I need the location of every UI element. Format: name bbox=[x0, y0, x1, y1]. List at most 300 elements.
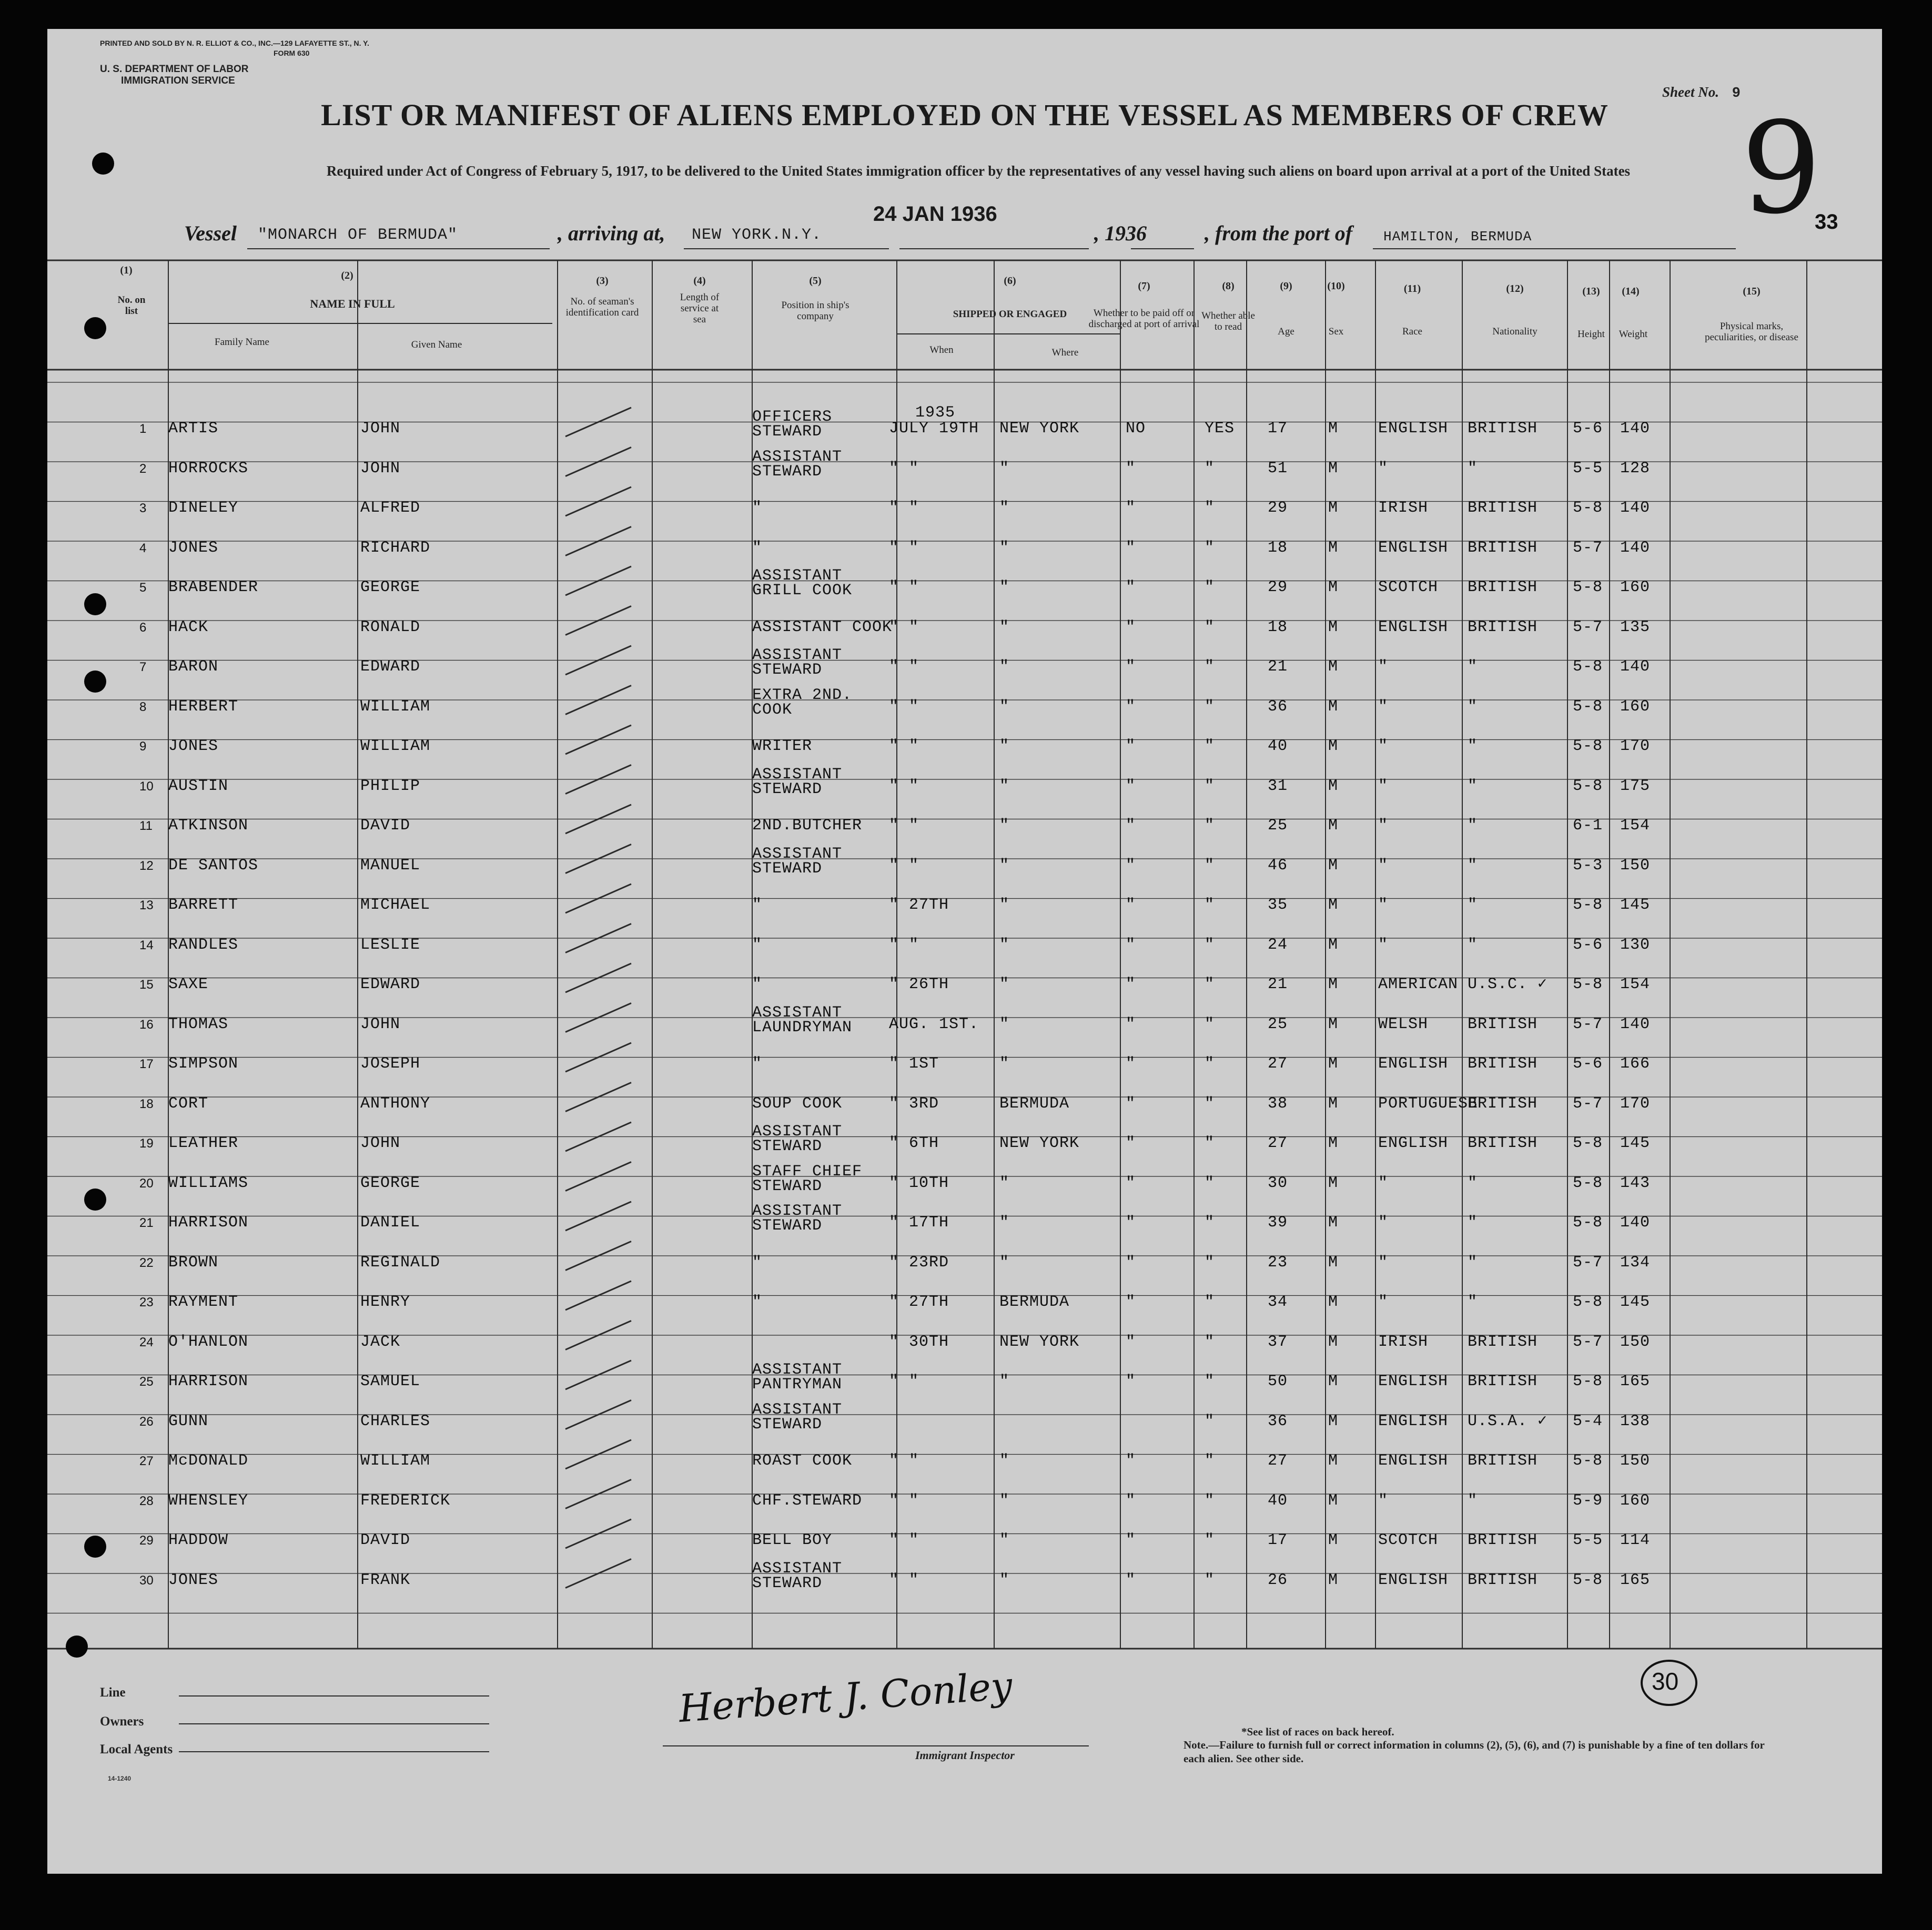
race: ENGLISH bbox=[1378, 1134, 1449, 1152]
shipped-when: " 27TH bbox=[889, 896, 949, 914]
given-name: WILLIAM bbox=[360, 737, 431, 755]
header-age: Age bbox=[1278, 326, 1294, 337]
department-header bbox=[100, 64, 249, 87]
weight: 128 bbox=[1620, 459, 1651, 478]
position-line2: STEWARD bbox=[752, 1574, 823, 1592]
weight: 145 bbox=[1620, 1134, 1651, 1152]
race: " bbox=[1378, 817, 1389, 835]
row-number: 22 bbox=[139, 1255, 154, 1270]
height: 5-4 bbox=[1573, 1412, 1603, 1430]
family-name: WILLIAMS bbox=[168, 1174, 249, 1192]
able-to-read: " bbox=[1205, 1293, 1215, 1311]
col-num-8: (8) bbox=[1222, 280, 1235, 292]
shipped-when: AUG. 1ST. bbox=[889, 1015, 979, 1033]
height: 5-6 bbox=[1573, 420, 1603, 438]
given-name: FRANK bbox=[360, 1571, 411, 1589]
row-number: 14 bbox=[139, 938, 154, 952]
given-name: ALFRED bbox=[360, 499, 421, 517]
nationality: BRITISH bbox=[1468, 1094, 1538, 1113]
sex: M bbox=[1328, 936, 1339, 954]
age: 40 bbox=[1268, 1491, 1288, 1510]
family-name: LEATHER bbox=[168, 1134, 239, 1152]
weight: 160 bbox=[1620, 1491, 1651, 1510]
nationality: BRITISH bbox=[1468, 618, 1538, 636]
printer-line: PRINTED AND SOLD BY N. R. ELLIOT & CO., INC.—129 LAFAYETTE ST., N. Y. bbox=[100, 39, 369, 47]
height: 5-8 bbox=[1573, 1174, 1603, 1192]
weight: 145 bbox=[1620, 896, 1651, 914]
row-number: 11 bbox=[139, 819, 153, 833]
height: 5-8 bbox=[1573, 896, 1603, 914]
nationality: BRITISH bbox=[1468, 420, 1538, 438]
race: " bbox=[1378, 1253, 1389, 1272]
year-label: , 1936 bbox=[1094, 221, 1147, 245]
weight: 135 bbox=[1620, 618, 1651, 636]
sex: M bbox=[1328, 976, 1339, 993]
age: 17 bbox=[1268, 420, 1288, 438]
position-line2: STEWARD bbox=[752, 1177, 823, 1195]
race: " bbox=[1378, 459, 1389, 478]
inspector-signature: Herbert J. Conley bbox=[677, 1663, 1014, 1731]
row-number: 5 bbox=[139, 581, 147, 595]
nationality: " bbox=[1468, 1214, 1478, 1232]
weight: 150 bbox=[1620, 1452, 1651, 1470]
age: 40 bbox=[1268, 737, 1288, 755]
header-physical-marks: Physical marks, peculiarities, or disease bbox=[1705, 321, 1798, 343]
paid-off: " bbox=[1126, 856, 1136, 875]
shipped-where: " bbox=[999, 976, 1010, 993]
sex: M bbox=[1328, 499, 1339, 517]
row-number: 19 bbox=[139, 1136, 154, 1151]
row-number: 25 bbox=[139, 1375, 154, 1389]
paid-off: NO bbox=[1126, 420, 1146, 438]
position-line2: ROAST COOK bbox=[752, 1452, 853, 1470]
age: 36 bbox=[1268, 697, 1288, 716]
nationality: BRITISH bbox=[1468, 578, 1538, 596]
nationality: " bbox=[1468, 1293, 1478, 1311]
given-name: JOSEPH bbox=[360, 1055, 421, 1073]
col-num-1: (1) bbox=[120, 265, 133, 276]
height: 5-8 bbox=[1573, 976, 1603, 993]
able-to-read: " bbox=[1205, 1452, 1215, 1470]
family-name: HARRISON bbox=[168, 1214, 249, 1232]
row-number: 7 bbox=[139, 660, 147, 674]
sex: M bbox=[1328, 1253, 1339, 1272]
family-name: RAYMENT bbox=[168, 1293, 239, 1311]
age: 30 bbox=[1268, 1174, 1288, 1192]
height: 5-8 bbox=[1573, 1214, 1603, 1232]
able-to-read: " bbox=[1205, 1373, 1215, 1390]
shipped-where: NEW YORK bbox=[999, 420, 1080, 438]
col-num-12: (12) bbox=[1506, 283, 1524, 294]
nationality: BRITISH bbox=[1468, 1333, 1538, 1351]
sex: M bbox=[1328, 1571, 1339, 1589]
nationality: BRITISH bbox=[1468, 1373, 1538, 1390]
paid-off: " bbox=[1126, 658, 1136, 676]
nationality: BRITISH bbox=[1468, 1531, 1538, 1549]
race: IRISH bbox=[1378, 1333, 1429, 1351]
header-race: Race bbox=[1402, 326, 1422, 337]
shipped-when: " " bbox=[889, 1571, 919, 1589]
weight: 166 bbox=[1620, 1055, 1651, 1073]
shipped-when: " " bbox=[889, 1452, 919, 1470]
height: 5-8 bbox=[1573, 499, 1603, 517]
department-name: U. S. DEPARTMENT OF LABOR bbox=[100, 64, 249, 75]
header-where: Where bbox=[1051, 347, 1079, 358]
paid-off: " bbox=[1126, 618, 1136, 636]
from-port-label: , from the port of bbox=[1205, 221, 1353, 245]
arriving-label: , arriving at, bbox=[558, 221, 665, 245]
nationality: " bbox=[1468, 1174, 1478, 1192]
age: 39 bbox=[1268, 1214, 1288, 1232]
weight: 154 bbox=[1620, 976, 1651, 993]
col-num-3: (3) bbox=[596, 275, 609, 287]
shipped-where: " bbox=[999, 1174, 1010, 1192]
shipped-where: " bbox=[999, 1491, 1010, 1510]
paid-off: " bbox=[1126, 1015, 1136, 1033]
position-line1: ASSISTANT bbox=[752, 845, 843, 863]
weight: 150 bbox=[1620, 856, 1651, 875]
able-to-read: " bbox=[1205, 499, 1215, 517]
sex: M bbox=[1328, 1531, 1339, 1549]
header-given-name: Given Name bbox=[411, 339, 462, 350]
nationality: BRITISH bbox=[1468, 1452, 1538, 1470]
race: ENGLISH bbox=[1378, 1373, 1449, 1390]
corner-number: 33 bbox=[1815, 210, 1838, 233]
nationality: BRITISH bbox=[1468, 1055, 1538, 1073]
shipped-where: " bbox=[999, 777, 1010, 795]
arriving-port: NEW YORK.N.Y. bbox=[692, 226, 822, 244]
race: " bbox=[1378, 856, 1389, 875]
col-num-2: (2) bbox=[341, 270, 353, 281]
sex: M bbox=[1328, 1015, 1339, 1033]
row-number: 13 bbox=[139, 898, 154, 912]
family-name: AUSTIN bbox=[168, 777, 229, 795]
shipped-when: " " bbox=[889, 856, 919, 875]
position-line1: OFFICERS bbox=[752, 408, 833, 426]
given-name: DAVID bbox=[360, 817, 411, 835]
sex: M bbox=[1328, 1412, 1339, 1430]
height: 5-7 bbox=[1573, 618, 1603, 636]
height: 5-8 bbox=[1573, 578, 1603, 596]
position-line2: STEWARD bbox=[752, 780, 823, 798]
header-height: Height bbox=[1577, 329, 1605, 340]
position-line2: ASSISTANT COOK bbox=[752, 618, 893, 636]
race: SCOTCH bbox=[1378, 578, 1439, 596]
family-name: HERBERT bbox=[168, 697, 239, 716]
height: 5-7 bbox=[1573, 539, 1603, 557]
sex: M bbox=[1328, 539, 1339, 557]
header-no-on-list: No. on list bbox=[117, 294, 146, 317]
race: " bbox=[1378, 1214, 1389, 1232]
races-note: *See list of races on back hereof. bbox=[1241, 1725, 1394, 1738]
age: 27 bbox=[1268, 1134, 1288, 1152]
weight: 114 bbox=[1620, 1531, 1651, 1549]
position-line1: ASSISTANT bbox=[752, 1003, 843, 1022]
nationality: " bbox=[1468, 1491, 1478, 1510]
family-name: WHENSLEY bbox=[168, 1491, 249, 1510]
sex: M bbox=[1328, 578, 1339, 596]
able-to-read: " bbox=[1205, 539, 1215, 557]
local-agents-label: Local Agents bbox=[100, 1742, 173, 1756]
weight: 165 bbox=[1620, 1373, 1651, 1390]
given-name: LESLIE bbox=[360, 936, 421, 954]
height: 5-8 bbox=[1573, 1293, 1603, 1311]
race: " bbox=[1378, 936, 1389, 954]
weight: 140 bbox=[1620, 420, 1651, 438]
row-number: 3 bbox=[139, 501, 147, 515]
race: ENGLISH bbox=[1378, 1412, 1449, 1430]
shipped-where: " bbox=[999, 499, 1010, 517]
punch-hole bbox=[84, 593, 106, 615]
family-name: DE SANTOS bbox=[168, 856, 259, 875]
shipped-where: " bbox=[999, 936, 1010, 954]
punch-hole bbox=[84, 671, 106, 693]
height: 5-6 bbox=[1573, 936, 1603, 954]
shipped-when: " 6TH bbox=[889, 1134, 939, 1152]
able-to-read: " bbox=[1205, 697, 1215, 716]
paid-off: " bbox=[1126, 697, 1136, 716]
family-name: DINELEY bbox=[168, 499, 239, 517]
height: 5-7 bbox=[1573, 1094, 1603, 1113]
sex: M bbox=[1328, 459, 1339, 478]
race: " bbox=[1378, 777, 1389, 795]
sex: M bbox=[1328, 1214, 1339, 1232]
able-to-read: " bbox=[1205, 737, 1215, 755]
row-number: 24 bbox=[139, 1335, 154, 1349]
shipped-when: " " bbox=[889, 1491, 919, 1510]
shipped-where: NEW YORK bbox=[999, 1134, 1080, 1152]
page-subtitle: Required under Act of Congress of February 5, 1917, to be delivered to the United States immigration officer by the representatives of any vessel having such aliens on board upon arrival at a port of the United States bbox=[326, 163, 1631, 179]
given-name: JOHN bbox=[360, 420, 401, 438]
from-port: HAMILTON, BERMUDA bbox=[1383, 229, 1532, 245]
header-family-name: Family Name bbox=[215, 337, 269, 348]
weight: 170 bbox=[1620, 1094, 1651, 1113]
nationality: BRITISH bbox=[1468, 1015, 1538, 1033]
shipped-when: " 3RD bbox=[889, 1094, 939, 1113]
height: 5-8 bbox=[1573, 1134, 1603, 1152]
family-name: JONES bbox=[168, 737, 219, 755]
position-line2: STEWARD bbox=[752, 1415, 823, 1434]
nationality: " bbox=[1468, 817, 1478, 835]
able-to-read: " bbox=[1205, 1571, 1215, 1589]
row-number: 8 bbox=[139, 699, 147, 714]
given-name: FREDERICK bbox=[360, 1491, 451, 1510]
shipped-where: " bbox=[999, 459, 1010, 478]
line-label: Line bbox=[100, 1685, 126, 1700]
shipped-when: " " bbox=[889, 1531, 919, 1549]
paid-off: " bbox=[1126, 1134, 1136, 1152]
paid-off: " bbox=[1126, 936, 1136, 954]
height: 5-8 bbox=[1573, 777, 1603, 795]
family-name: ARTIS bbox=[168, 420, 219, 438]
row-number: 18 bbox=[139, 1096, 154, 1111]
race: " bbox=[1378, 1174, 1389, 1192]
given-name: EDWARD bbox=[360, 658, 421, 676]
given-name: JACK bbox=[360, 1333, 401, 1351]
race: ENGLISH bbox=[1378, 1452, 1449, 1470]
race: IRISH bbox=[1378, 499, 1429, 517]
nationality: BRITISH bbox=[1468, 1571, 1538, 1589]
row-number: 27 bbox=[139, 1454, 154, 1468]
shipped-where: " bbox=[999, 896, 1010, 914]
weight: 154 bbox=[1620, 817, 1651, 835]
position-line1: ASSISTANT bbox=[752, 567, 843, 585]
race: " bbox=[1378, 658, 1389, 676]
paid-off: " bbox=[1126, 737, 1136, 755]
height: 5-8 bbox=[1573, 658, 1603, 676]
row-number: 6 bbox=[139, 620, 147, 635]
col-num-5: (5) bbox=[809, 275, 822, 287]
shipped-where: " bbox=[999, 1452, 1010, 1470]
shipped-where: " bbox=[999, 856, 1010, 875]
race: " bbox=[1378, 896, 1389, 914]
given-name: HENRY bbox=[360, 1293, 411, 1311]
nationality: " bbox=[1468, 896, 1478, 914]
weight: 160 bbox=[1620, 697, 1651, 716]
shipped-when: " " bbox=[889, 737, 919, 755]
shipped-where: " bbox=[999, 658, 1010, 676]
header-length-of-service: Length of service at sea bbox=[680, 292, 720, 325]
position-line2: CHF.STEWARD bbox=[752, 1491, 863, 1510]
race: ENGLISH bbox=[1378, 618, 1449, 636]
age: 26 bbox=[1268, 1571, 1288, 1589]
weight: 170 bbox=[1620, 737, 1651, 755]
circled-total: 30 bbox=[1652, 1668, 1679, 1695]
printer-imprint bbox=[100, 38, 369, 58]
age: 36 bbox=[1268, 1412, 1288, 1430]
header-shipped-engaged: SHIPPED OR ENGAGED bbox=[953, 309, 1067, 320]
able-to-read: " bbox=[1205, 1412, 1215, 1430]
sex: M bbox=[1328, 1293, 1339, 1311]
row-number: 12 bbox=[139, 858, 154, 873]
given-name: PHILIP bbox=[360, 777, 421, 795]
race: " bbox=[1378, 1491, 1389, 1510]
shipped-where: " bbox=[999, 1571, 1010, 1589]
position-line2: STEWARD bbox=[752, 1217, 823, 1235]
shipped-year: 1935 bbox=[915, 404, 956, 422]
sex: M bbox=[1328, 1094, 1339, 1113]
weight: 140 bbox=[1620, 1214, 1651, 1232]
paid-off: " bbox=[1126, 1094, 1136, 1113]
weight: 138 bbox=[1620, 1412, 1651, 1430]
nationality: " bbox=[1468, 777, 1478, 795]
given-name: EDWARD bbox=[360, 976, 421, 993]
header-weight: Weight bbox=[1619, 329, 1648, 340]
sex: M bbox=[1328, 1174, 1339, 1192]
shipped-when: " 10TH bbox=[889, 1174, 949, 1192]
weight: 140 bbox=[1620, 499, 1651, 517]
position-line2: BELL BOY bbox=[752, 1531, 833, 1549]
family-name: O'HANLON bbox=[168, 1333, 249, 1351]
row-number: 20 bbox=[139, 1176, 154, 1191]
paid-off: " bbox=[1126, 459, 1136, 478]
nationality: BRITISH bbox=[1468, 1134, 1538, 1152]
age: 27 bbox=[1268, 1055, 1288, 1073]
nationality: " bbox=[1468, 697, 1478, 716]
height: 5-9 bbox=[1573, 1491, 1603, 1510]
able-to-read: " bbox=[1205, 896, 1215, 914]
shipped-where: " bbox=[999, 1214, 1010, 1232]
col-num-14: (14) bbox=[1622, 286, 1640, 297]
sex: M bbox=[1328, 618, 1339, 636]
able-to-read: " bbox=[1205, 658, 1215, 676]
position-line2: PANTRYMAN bbox=[752, 1376, 843, 1394]
col-num-7: (7) bbox=[1138, 280, 1150, 292]
row-number: 4 bbox=[139, 541, 147, 555]
sex: M bbox=[1328, 1452, 1339, 1470]
height: 6-1 bbox=[1573, 817, 1603, 835]
shipped-when: " " bbox=[889, 777, 919, 795]
page-title: LIST OR MANIFEST OF ALIENS EMPLOYED ON THE VESSEL AS MEMBERS OF CREW bbox=[321, 98, 1609, 132]
sex: M bbox=[1328, 737, 1339, 755]
service-name: IMMIGRATION SERVICE bbox=[121, 75, 235, 86]
shipped-where: " bbox=[999, 1373, 1010, 1390]
position-line1: ASSISTANT bbox=[752, 765, 843, 784]
paid-off: " bbox=[1126, 1452, 1136, 1470]
height: 5-6 bbox=[1573, 1055, 1603, 1073]
race: ENGLISH bbox=[1378, 539, 1449, 557]
given-name: CHARLES bbox=[360, 1412, 431, 1430]
family-name: BARRETT bbox=[168, 896, 239, 914]
row-number: 1 bbox=[139, 422, 147, 436]
position-line2: " bbox=[752, 1293, 763, 1311]
punch-hole bbox=[84, 1536, 106, 1558]
race: WELSH bbox=[1378, 1015, 1429, 1033]
manifest-sheet bbox=[47, 29, 1882, 1874]
race: " bbox=[1378, 737, 1389, 755]
sex: M bbox=[1328, 420, 1339, 438]
row-number: 28 bbox=[139, 1494, 154, 1508]
sex: M bbox=[1328, 817, 1339, 835]
sex: M bbox=[1328, 896, 1339, 914]
age: 17 bbox=[1268, 1531, 1288, 1549]
position-line1: ASSISTANT bbox=[752, 1400, 843, 1419]
given-name: REGINALD bbox=[360, 1253, 441, 1272]
family-name: HARRISON bbox=[168, 1373, 249, 1390]
given-name: JOHN bbox=[360, 459, 401, 478]
able-to-read: " bbox=[1205, 936, 1215, 954]
col-num-6: (6) bbox=[1004, 275, 1016, 287]
position-line2: STEWARD bbox=[752, 462, 823, 481]
shipped-when: " " bbox=[889, 817, 919, 835]
age: 24 bbox=[1268, 936, 1288, 954]
family-name: HADDOW bbox=[168, 1531, 229, 1549]
weight: 140 bbox=[1620, 1015, 1651, 1033]
family-name: CORT bbox=[168, 1094, 209, 1113]
given-name: WILLIAM bbox=[360, 1452, 431, 1470]
header-name-in-full: NAME IN FULL bbox=[310, 297, 395, 310]
sex: M bbox=[1328, 1333, 1339, 1351]
family-name: GUNN bbox=[168, 1412, 209, 1430]
given-name: JOHN bbox=[360, 1015, 401, 1033]
paid-off: " bbox=[1126, 1531, 1136, 1549]
family-name: BROWN bbox=[168, 1253, 219, 1272]
race: " bbox=[1378, 697, 1389, 716]
family-name: SIMPSON bbox=[168, 1055, 239, 1073]
col-num-15: (15) bbox=[1743, 286, 1761, 297]
age: 21 bbox=[1268, 976, 1288, 993]
family-name: HORROCKS bbox=[168, 459, 249, 478]
penalty-note: Note.—Failure to furnish full or correct information in columns (2), (5), (6), and (7) is punishable by a fine of ten dollars for each alien. See other side. bbox=[1184, 1739, 1765, 1765]
shipped-when: " " bbox=[889, 459, 919, 478]
able-to-read: " bbox=[1205, 817, 1215, 835]
position-line2: LAUNDRYMAN bbox=[752, 1018, 853, 1037]
position-line2: " bbox=[752, 896, 763, 914]
family-name: THOMAS bbox=[168, 1015, 229, 1033]
sex: M bbox=[1328, 777, 1339, 795]
age: 51 bbox=[1268, 459, 1288, 478]
age: 50 bbox=[1268, 1373, 1288, 1390]
